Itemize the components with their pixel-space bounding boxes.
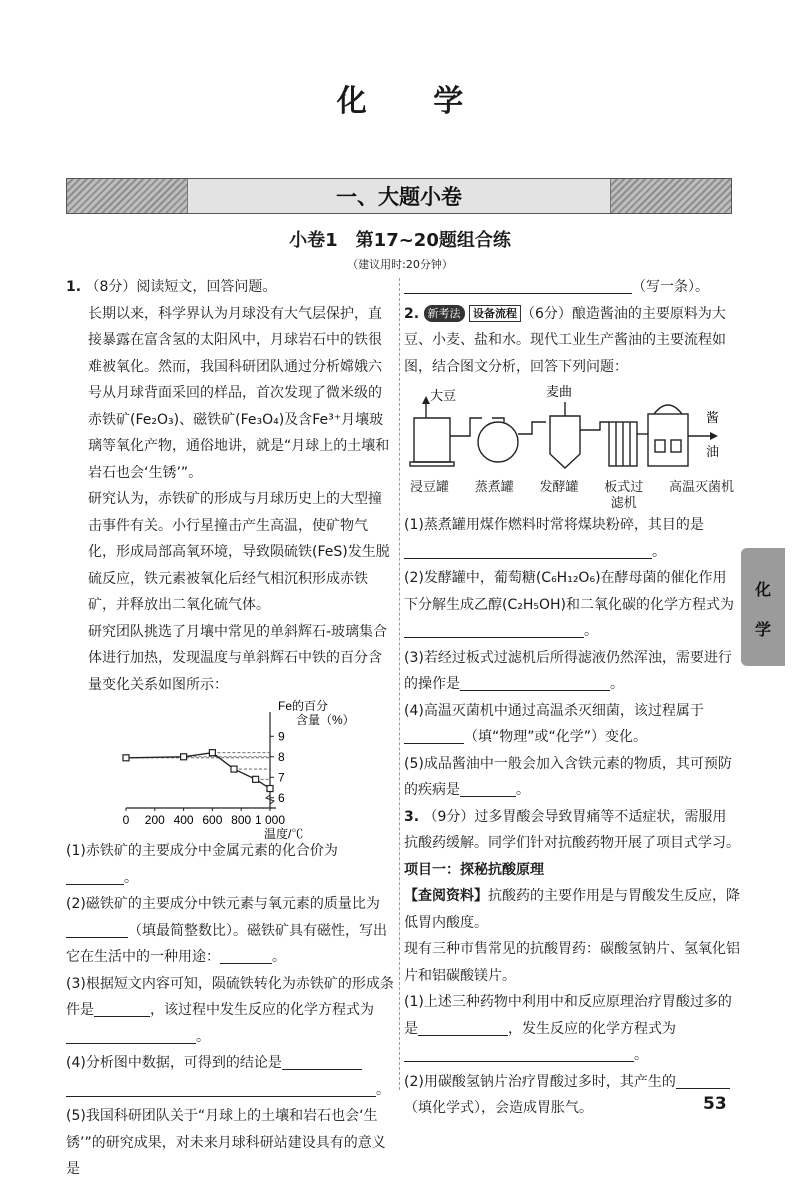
output-arrow-icon xyxy=(710,432,718,440)
q3-intro: 3. （9分）过多胃酸会导致胃痛等不适症状，需服用抗酸药缓解。同学们针对抗酸药物开展了项目式学习。 xyxy=(404,808,740,851)
paper-title: 小卷1 第17~20题组合练 xyxy=(289,230,511,251)
soaking-tank-base xyxy=(410,462,454,466)
answer-blank[interactable] xyxy=(282,1053,362,1070)
answer-blank[interactable] xyxy=(460,674,610,691)
answer-blank[interactable] xyxy=(404,727,464,744)
page-number: 53 xyxy=(703,1094,727,1114)
y-tick-label: 9 xyxy=(278,729,285,744)
x-axis-label: 温度/℃ xyxy=(264,827,304,841)
new-method-tag: 新考法 xyxy=(424,305,465,322)
soaking-tank-shape xyxy=(414,418,450,462)
label-fermentation-tank: 发酵罐 xyxy=(539,480,579,495)
answer-blank[interactable] xyxy=(66,868,124,885)
q2-intro: 2. 新考法 设备流程 （6分）酿造酱油的主要原料为大豆、小麦、盐和水。现代工业生产酱油的主要流程如图，结合图文分析，回答下列问题： xyxy=(404,305,726,375)
sterilizer-shape xyxy=(648,414,688,466)
subject-side-tab[interactable] xyxy=(741,548,785,666)
answer-blank[interactable] xyxy=(676,1072,730,1089)
q1-paragraph-1: 长期以来，科学界认为月球没有大气层保护，直接暴露在富含氢的太阳风中，月球岩石中的铁很难被氧化。然而，我国科研团队通过分析嫦娥六号从月球背面采回的样品，首次发现了微米级的赤铁矿(Fe₂O₃)、磁铁矿(Fe₃O₄)及含Fe³⁺月壤玻璃等氧化产物，通俗地讲，就是“月球上的土壤和岩石也会‘生锈’”。 xyxy=(88,305,390,481)
right-column xyxy=(404,274,740,1122)
answer-blank[interactable] xyxy=(418,1019,508,1036)
steam-tank-shape xyxy=(478,422,518,462)
y-tick-label: 7 xyxy=(278,770,285,785)
q1-sub-1: (1)赤铁矿的主要成分中金属元素的化合价为 xyxy=(66,843,338,859)
q2-sub-4: (4)高温灭菌机中通过高温杀灭细菌，该过程属于（填“物理”或“化学”）变化。 xyxy=(404,702,704,745)
x-tick-label: 400 xyxy=(173,813,194,827)
x-tick-label: 200 xyxy=(144,813,165,827)
q3-project-1: 项目一：探秘抗酸原理 xyxy=(404,861,544,878)
data-point xyxy=(123,755,129,761)
answer-blank[interactable] xyxy=(94,1000,150,1017)
label-sterilizer: 高温灭菌机 xyxy=(668,480,734,495)
q1-sub-4: (4)分析图中数据，可得到的结论是 xyxy=(66,1050,394,1077)
q1-sub-5-answer: （写一条）。 xyxy=(404,274,740,301)
q3-sub-1: (1)上述三种药物中利用中和反应原理治疗胃酸过多的是 ，发生反应的化学方程式为。 xyxy=(404,994,732,1063)
koji-label: 麦曲 xyxy=(546,384,573,399)
section-banner-text: 一、大题小卷 xyxy=(336,185,462,209)
answer-blank[interactable] xyxy=(460,780,516,797)
q3-drugs: 现有三种市售常见的抗酸胃药：碳酸氢钠片、氢氧化铝片和铝碳酸镁片。 xyxy=(404,941,740,984)
section-banner xyxy=(66,178,732,214)
q1-sub-2: (2)磁铁矿的主要成分中铁元素与氧元素的质量比为（填最简整数比）。磁铁矿具有磁性，写出它在生活中的一种用途： 。 xyxy=(66,896,387,965)
q1-sub-1-answer: 。 xyxy=(66,865,394,892)
fermentation-tank-shape xyxy=(550,416,580,468)
answer-blank[interactable] xyxy=(404,277,632,294)
q1-paragraph-2: 研究认为，赤铁矿的形成与月球历史上的大型撞击事件有关。小行星撞击产生高温，使矿物气化，形成局部高氧环境，导致陨硫铁(FeS)发生脱硫反应，铁元素被氧化后经气相沉积形成赤铁矿，并释放出二氧化硫气体。 xyxy=(88,491,390,613)
diagram-labels xyxy=(404,480,740,512)
q1-sub-5: (5)我国科研团队关于“月球上的土壤和岩石也会‘生锈’”的研究成果，对未来月球科研站建设具有的意义是 xyxy=(66,1108,386,1177)
x-tick-label: 600 xyxy=(202,813,223,827)
answer-blank[interactable] xyxy=(220,947,272,964)
q3-sub-2: (2)用碳酸氢钠片治疗胃酸过多时，其产生的（填化学式），会造成胃胀气。 xyxy=(404,1069,740,1122)
side-tab-char-2: 学 xyxy=(754,620,771,639)
q2-sub-5: (5)成品酱油中一般会加入含铁元素的物质，其可预防的疾病是 。 xyxy=(404,755,732,798)
y-axis-label-line2: 含量（%） xyxy=(296,713,355,727)
q2-sub-1: (1)蒸煮罐用煤作燃料时常将煤块粉碎，其目的是。 xyxy=(404,517,704,560)
data-point xyxy=(253,776,259,782)
q2-sub-2: (2)发酵罐中，葡萄糖(C₆H₁₂O₆)在酵母菌的催化作用下分解生成乙醇(C₂H₅OH)和二氧化碳的化学方程式为。 xyxy=(404,570,735,639)
y-axis-label-line1: Fe的百分 xyxy=(278,699,329,713)
time-note: （建议用时:20分钟） xyxy=(347,258,453,271)
q1-intro: 1. （8分）阅读短文，回答问题。 xyxy=(66,279,277,295)
soybean-label: 大豆 xyxy=(430,388,457,403)
input-arrow-icon xyxy=(422,396,430,404)
x-tick-label: 1 000 xyxy=(254,813,286,827)
answer-blank[interactable] xyxy=(66,921,128,938)
q2-sub-3: (3)若经过板式过滤机后所得滤液仍然浑浊，需要进行的操作是 。 xyxy=(404,649,732,692)
label-plate-filter: 板式过 滤机 xyxy=(604,480,644,511)
answer-blank[interactable] xyxy=(404,1045,634,1062)
fe-temperature-chart xyxy=(66,699,366,841)
answer-blank[interactable] xyxy=(66,1027,196,1044)
data-point xyxy=(267,786,273,792)
q1-sub-3: (3)根据短文内容可知，陨硫铁转化为赤铁矿的形成条件是 ，该过程中发生反应的化学方程式为。 xyxy=(66,975,394,1045)
q1-sub-4-line: 。 xyxy=(66,1077,394,1104)
soy-sauce-process-diagram xyxy=(404,382,734,478)
side-tab-char-1: 化 xyxy=(754,580,771,599)
column-divider xyxy=(399,278,400,1090)
x-tick-label: 0 xyxy=(122,813,130,827)
x-tick-label: 800 xyxy=(231,813,252,827)
data-point xyxy=(181,754,187,760)
y-tick-label: 8 xyxy=(278,749,285,764)
equipment-flow-tag: 设备流程 xyxy=(469,305,521,322)
product-label-2: 油 xyxy=(706,444,720,459)
label-soaking-tank: 浸豆罐 xyxy=(410,480,450,495)
answer-blank[interactable] xyxy=(404,621,584,638)
product-label-1: 酱 xyxy=(706,410,720,425)
data-point xyxy=(231,766,237,772)
answer-blank[interactable] xyxy=(404,542,652,559)
y-tick-label: 6 xyxy=(278,790,285,805)
data-point xyxy=(209,750,215,756)
page-title: 化 学 xyxy=(336,84,492,119)
answer-blank[interactable] xyxy=(66,1080,376,1097)
left-column xyxy=(66,274,394,1183)
q1-paragraph-3: 研究团队挑选了月壤中常见的单斜辉石-玻璃集合体进行加热，发现温度与单斜辉石中铁的百分含量变化关系如图所示： xyxy=(88,623,388,693)
label-steam-tank: 蒸煮罐 xyxy=(474,480,514,495)
q3-info: 【查阅资料】抗酸药的主要作用是与胃酸发生反应，降低胃内酸度。 xyxy=(404,888,740,931)
